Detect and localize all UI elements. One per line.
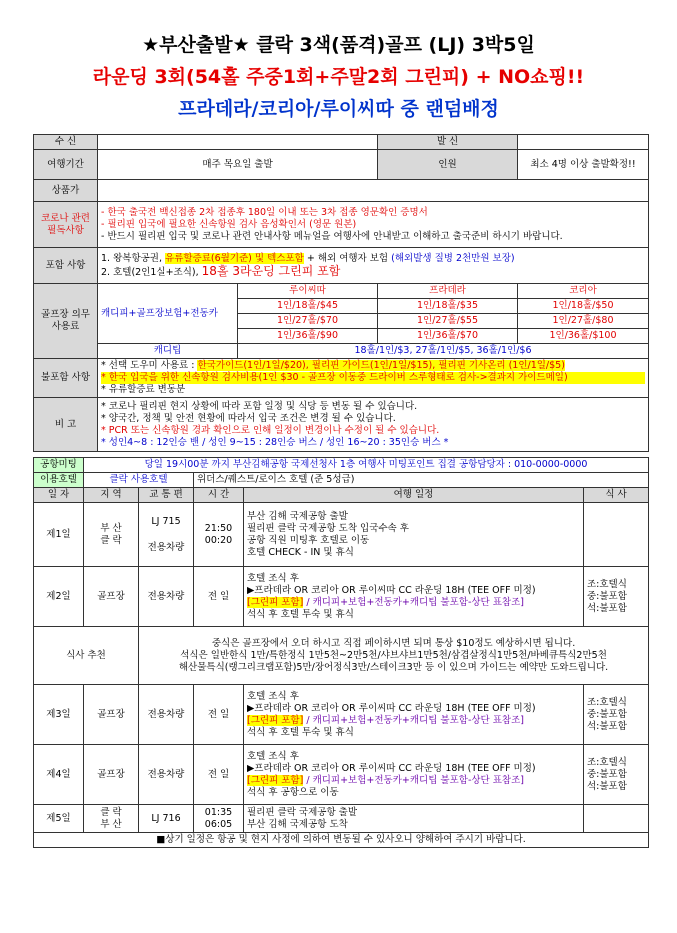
day-region: 클 락 부 산 — [84, 805, 139, 833]
send-value — [518, 135, 649, 150]
day-schedule — [244, 805, 584, 833]
day-label: 제3일 — [34, 685, 84, 745]
excl-label: 불포함 사항 — [34, 359, 98, 398]
day-meal — [584, 503, 649, 567]
day-schedule — [244, 685, 584, 745]
schedule-line: 호텔 조식 후 — [247, 572, 299, 584]
food-line: 중식은 골프장에서 오더 하시고 직접 페이하시면 되며 통상 $10정도 예상하시면 됩니다. — [211, 637, 576, 649]
fee-cell: 1인/18홀/$35 — [378, 299, 518, 314]
col-header: 교 통 편 — [139, 488, 194, 503]
fee-cell: 1인/18홀/$50 — [518, 299, 649, 314]
itinerary-table — [33, 457, 649, 848]
schedule-line: 석식 후 호텔 투숙 및 휴식 — [247, 726, 354, 738]
hotel-value: 위더스/퀘스트/로이스 호텔 (준 5성급) — [194, 473, 649, 488]
fee-cell: 1인/27홀/$80 — [518, 314, 649, 329]
course-name: 루이씨따 — [238, 284, 378, 299]
corona-line: - 한국 출국전 백신접종 2차 접종후 180일 이내 또는 3차 접종 영문확인 증명서 — [101, 206, 428, 218]
schedule-line: 필리핀 클락 국제공항 도착 입국수속 후 — [247, 522, 409, 534]
day-trans: 전용차량 — [139, 685, 194, 745]
product-label: 상품가 — [34, 180, 98, 202]
corona-line: - 반드시 필리핀 입국 및 코로나 관련 안내사항 메뉴얼을 여행사에 안내받고 이해하고 출국준비 하시기 바랍니다. — [101, 230, 563, 242]
meet-label: 공항미팅 — [34, 458, 84, 473]
day-time: 21:50 00:20 — [194, 503, 244, 567]
col-header: 일 자 — [34, 488, 84, 503]
day-schedule — [244, 503, 584, 567]
incl-2a: 2. 호텔(2인1실+조식), — [101, 266, 202, 278]
title-line-3: 프라데라/코리아/루이씨따 중 랜덤배정 — [178, 98, 499, 120]
product-value — [98, 180, 649, 202]
excl-items — [98, 359, 649, 398]
day-time: 전 일 — [194, 745, 244, 805]
recv-value — [98, 135, 378, 150]
incl-2b: 18홀 3라운딩 그린피 포함 — [201, 263, 341, 278]
period-label: 여행기간 — [34, 150, 98, 180]
day-region: 골프장 — [84, 685, 139, 745]
course-name: 프라데라 — [378, 284, 518, 299]
incl-label: 포함 사항 — [34, 248, 98, 284]
incl-1b: 유류할증료(6월기준) 및 텍스포함 — [165, 252, 304, 264]
fee-cell: 1인/36홀/$90 — [238, 329, 378, 344]
meet-value: 당일 19시00분 까지 부산김해공항 국제선청사 1층 여행사 미팅포인트 집결 공항담당자 : 010-0000-0000 — [84, 458, 649, 473]
fee-cell: 1인/18홀/$45 — [238, 299, 378, 314]
day-meal: 조:호텔식 중:불포함 석:불포함 — [584, 685, 649, 745]
schedule-line: ▶프라데라 OR 코리아 OR 루이씨따 CC 라운딩 18H (TEE OFF 미정) — [247, 702, 536, 714]
incl-1a: 1. 왕복항공권, — [101, 252, 166, 264]
food-line: 석식은 일반한식 1만/특한정식 1만5천~2만5천/샤브샤브1만5천/삼겹살정식1만5천/바베큐특식2만5천 — [180, 649, 607, 661]
food-line: 해산물특식(랭그리크랩포함)5만/장어정식3만/스테이크3만 등 이 있으며 가이드는 예약만 도와드립니다. — [178, 661, 609, 673]
fee-cell: 1인/27홀/$55 — [378, 314, 518, 329]
fee-cell: 1인/36홀/$70 — [378, 329, 518, 344]
col-header: 시 간 — [194, 488, 244, 503]
day-label: 제2일 — [34, 567, 84, 627]
col-header: 여행 일정 — [244, 488, 584, 503]
send-label: 발 신 — [378, 135, 518, 150]
day-region: 부 산 클 락 — [84, 503, 139, 567]
day-meal: 조:호텔식 중:불포함 석:불포함 — [584, 567, 649, 627]
schedule-line: / 캐디피+보험+전동카+캐디팁 불포함-상단 표참조] — [303, 714, 524, 726]
schedule-line: / 캐디피+보험+전동카+캐디팁 불포함-상단 표참조] — [303, 774, 524, 786]
day-schedule — [244, 745, 584, 805]
day-schedule — [244, 567, 584, 627]
schedule-line: 부산 김해 국제공항 출발 — [247, 510, 348, 522]
day-time: 전 일 — [194, 567, 244, 627]
notes — [98, 398, 649, 452]
hotel-name: 클락 사용호텔 — [84, 473, 194, 488]
incl-1c: + 해외 여행자 보험 — [303, 252, 392, 264]
col-header: 지 역 — [84, 488, 139, 503]
corona-label: 코로나 관련 필독사항 — [34, 202, 98, 248]
caddy-tip-label: 캐디팁 — [98, 344, 238, 359]
caddy-tip-value: 18홀/1인/$3, 27홀/1인/$5, 36홀/1인/$6 — [238, 344, 649, 359]
day-trans-2: 전용차량 — [147, 541, 185, 553]
day-label: 제1일 — [34, 503, 84, 567]
note-line: * PCR 또는 신속항원 경과 확인으로 인해 일정이 변경이나 수정이 될 수 있습니다. — [101, 424, 440, 436]
food-recommend — [139, 627, 649, 685]
schedule-line: 부산 김해 국제공항 도착 — [247, 818, 348, 830]
note-label: 비 고 — [34, 398, 98, 452]
note-line: * 양국간, 정책 및 안전 현황에 따라서 입국 조건은 변경 될 수 있습니다. — [101, 412, 396, 424]
golf-service: 캐디피+골프장보험+전동카 — [98, 284, 238, 344]
title-line-1: ★부산출발★ 클락 3색(품격)골프 (LJ) 3박5일 — [142, 34, 535, 56]
title-line-2: 라운딩 3회(54홀 주중1회+주말2회 그린피) + NO쇼핑!! — [92, 66, 585, 88]
incl-1d: (해외발생 질병 2천만원 보장) — [391, 252, 515, 264]
day-label: 제4일 — [34, 745, 84, 805]
day-label: 제5일 — [34, 805, 84, 833]
schedule-line: 석식 후 공항으로 이동 — [247, 786, 339, 798]
people-value: 최소 4명 이상 출발확정!! — [518, 150, 649, 180]
greenfee-tag: [그린피 포함] — [247, 774, 304, 786]
day-trans: LJ 716 — [139, 805, 194, 833]
note-line: * 성인4~8 : 12인승 밴 / 성인 9~15 : 28인승 버스 / 성인 16~20 : 35인승 버스 * — [101, 436, 449, 448]
day-time: 전 일 — [194, 685, 244, 745]
schedule-line: 필리핀 클락 국제공항 출발 — [247, 806, 358, 818]
day-trans: 전용차량 — [139, 567, 194, 627]
fee-cell: 1인/27홀/$70 — [238, 314, 378, 329]
period-value: 매주 목요일 출발 — [98, 150, 378, 180]
incl-items — [98, 248, 649, 284]
day-region: 골프장 — [84, 567, 139, 627]
day-trans-1: LJ 715 — [151, 515, 181, 527]
food-label: 식사 추천 — [34, 627, 139, 685]
schedule-line: 석식 후 호텔 투숙 및 휴식 — [247, 608, 354, 620]
col-header: 식 사 — [584, 488, 649, 503]
schedule-line: ▶프라데라 OR 코리아 OR 루이씨따 CC 라운딩 18H (TEE OFF 미정) — [247, 584, 536, 596]
greenfee-tag: [그린피 포함] — [247, 596, 304, 608]
info-table — [33, 134, 649, 452]
golf-label: 골프장 의무사용료 — [34, 284, 98, 359]
schedule-line: 공항 직원 미팅후 호텔로 이동 — [247, 534, 370, 546]
greenfee-tag: [그린피 포함] — [247, 714, 304, 726]
corona-notes — [98, 202, 649, 248]
fee-cell: 1인/36홀/$100 — [518, 329, 649, 344]
day-time: 01:35 06:05 — [194, 805, 244, 833]
day-meal: 조:호텔식 중:불포함 석:불포함 — [584, 745, 649, 805]
day-trans: 전용차량 — [139, 745, 194, 805]
people-label: 인원 — [378, 150, 518, 180]
schedule-line: 호텔 CHECK - IN 및 휴식 — [247, 546, 354, 558]
recv-label: 수 신 — [34, 135, 98, 150]
day-trans — [139, 503, 194, 567]
course-name: 코리아 — [518, 284, 649, 299]
excl-2: * 한국 입국을 위한 신속항원 검사비용(1인 $30 - 골프장 이동중 드라이버 스루형태로 검사->결과지 가이드메일) — [101, 372, 645, 384]
schedule-line: 호텔 조식 후 — [247, 690, 299, 702]
schedule-line: / 캐디피+보험+전동카+캐디팁 불포함-상단 표참조] — [303, 596, 524, 608]
excl-1b: 한국가이드(1인/1일/$20), 필리핀 가이드(1인/1일/$15), 필리핀 기사온리 (1인/1일/$5) — [197, 360, 565, 371]
schedule-line: 호텔 조식 후 — [247, 750, 299, 762]
hotel-label: 이용호텔 — [34, 473, 84, 488]
day-region: 골프장 — [84, 745, 139, 805]
day-meal — [584, 805, 649, 833]
schedule-line: ▶프라데라 OR 코리아 OR 루이씨따 CC 라운딩 18H (TEE OFF 미정) — [247, 762, 536, 774]
corona-line: - 필리핀 입국에 필요한 신속항원 검사 음성확인서 (영문 원본) — [101, 218, 357, 230]
excl-1a: * 선택 도우미 사용료 : — [101, 360, 198, 371]
excl-3: * 유류할증료 변동분 — [101, 384, 186, 395]
footer-note: ■상기 일정은 항공 및 현지 사정에 의하여 변동될 수 있사오니 양해하여 주시기 바랍니다. — [34, 833, 649, 848]
note-line: * 코로나 필리핀 현지 상황에 따라 포함 일정 및 식당 등 변동 될 수 있습니다. — [101, 400, 418, 412]
